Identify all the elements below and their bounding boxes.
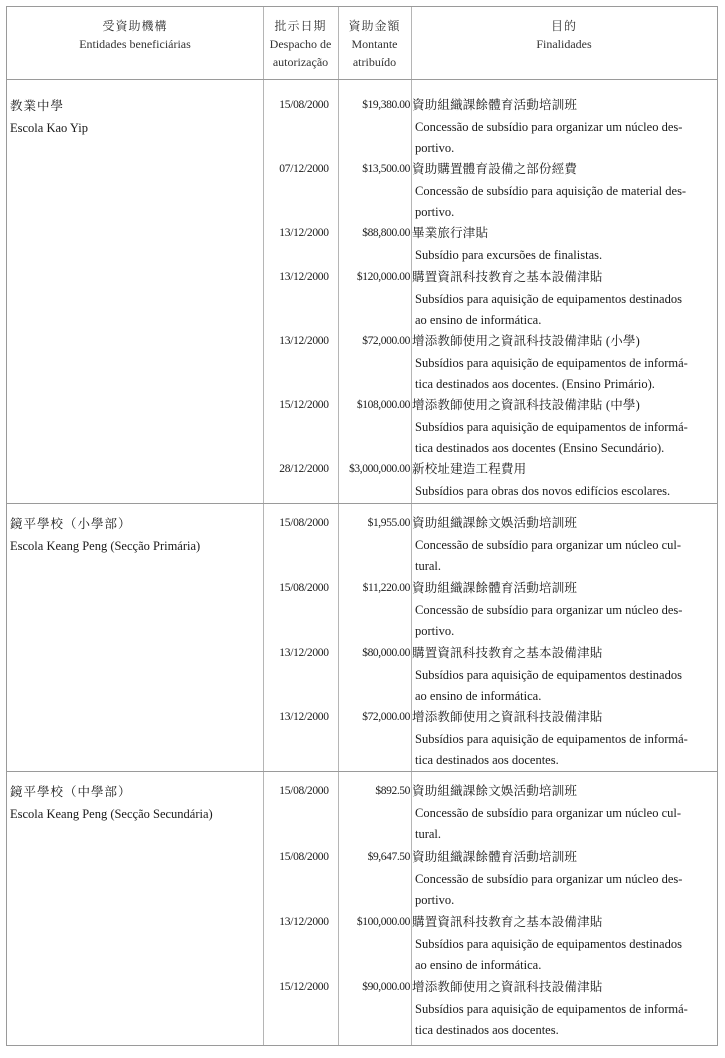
purpose-pt-line: Subsídios para aquisição de equipamentos destinados	[415, 936, 682, 951]
row-amount: $892.50	[375, 785, 410, 797]
row-amount: $88,800.00	[362, 227, 410, 239]
entity-keang-peng-primary	[10, 513, 260, 557]
purpose-zh: 資助組織課餘體育活動培訓班	[412, 98, 578, 112]
purpose-pt-line: Concessão de subsídio para organizar um núcleo des-	[415, 602, 683, 617]
row-purpose	[412, 513, 712, 578]
row-amount: $72,000.00	[362, 335, 410, 347]
purpose-pt-line: Subsídios para aquisição de equipamentos destinados	[415, 667, 682, 682]
row-amount: $90,000.00	[362, 981, 410, 993]
header-date-zh: 批示日期	[274, 19, 327, 33]
purpose-pt-line: Subsídios para aquisição de equipamentos de informá-	[415, 731, 688, 746]
row-date: 13/12/2000	[279, 335, 329, 347]
row-date: 28/12/2000	[279, 463, 329, 475]
purpose-pt-line: tica destinados aos docentes.	[415, 753, 559, 767]
row-purpose	[412, 459, 712, 502]
header-amount-zh: 資助金額	[348, 19, 401, 33]
header-date	[263, 17, 338, 71]
header-entities-zh: 受資助機構	[102, 19, 168, 33]
row-amount: $3,000,000.00	[349, 463, 410, 475]
group-separator	[7, 503, 717, 504]
purpose-zh: 增添教師使用之資訊科技設備津貼 (小學)	[412, 334, 640, 348]
row-date: 07/12/2000	[279, 163, 329, 175]
purpose-zh: 購置資訊科技教育之基本設備津貼	[412, 915, 603, 929]
entity-name-zh: 教業中學	[10, 99, 65, 113]
row-date: 15/08/2000	[279, 851, 329, 863]
row-date: 15/08/2000	[279, 99, 329, 111]
purpose-zh: 購置資訊科技教育之基本設備津貼	[412, 270, 603, 284]
header-entities-pt: Entidades beneficiárias	[79, 37, 191, 51]
row-purpose	[412, 781, 712, 846]
purpose-pt-line: Concessão de subsídio para aquisição de material des-	[415, 183, 687, 198]
entity-name-pt: Escola Keang Peng (Secção Primária)	[10, 539, 201, 553]
purpose-zh: 增添教師使用之資訊科技設備津貼	[412, 710, 603, 724]
row-date: 13/12/2000	[279, 711, 329, 723]
row-date: 15/12/2000	[279, 399, 329, 411]
purpose-zh: 資助組織課餘體育活動培訓班	[412, 581, 578, 595]
purpose-pt-line: Subsídios para obras dos novos edifícios escolares.	[415, 483, 671, 498]
purpose-pt-line: portivo.	[415, 205, 455, 219]
entity-name-pt: Escola Keang Peng (Secção Secundária)	[10, 807, 213, 821]
header-entities	[7, 17, 263, 53]
row-purpose	[412, 159, 712, 224]
purpose-pt-line: Concessão de subsídio para organizar um núcleo cul-	[415, 805, 682, 820]
purpose-pt-line: Concessão de subsídio para organizar um núcleo des-	[415, 119, 683, 134]
entity-keang-peng-secondary	[10, 781, 260, 825]
purpose-pt-line: tica destinados aos docentes. (Ensino Primário).	[415, 377, 655, 391]
row-amount: $120,000.00	[356, 271, 410, 283]
purpose-zh: 資助購置體育設備之部份經費	[412, 162, 578, 176]
row-date: 15/12/2000	[279, 981, 329, 993]
row-purpose	[412, 331, 712, 396]
purpose-zh: 資助組織課餘文娛活動培訓班	[412, 516, 578, 530]
purpose-pt-line: tural.	[415, 827, 442, 841]
purpose-pt-line: tural.	[415, 559, 442, 573]
row-purpose	[412, 578, 712, 643]
purpose-pt-line: ao ensino de informática.	[415, 689, 542, 703]
entity-kao-yip	[10, 95, 260, 139]
purpose-pt-line: Subsídio para excursões de finalistas.	[415, 247, 603, 262]
purpose-zh: 新校址建造工程費用	[412, 462, 527, 476]
header-amount-pt1: Montante	[351, 37, 398, 51]
row-purpose	[412, 977, 712, 1042]
row-date: 15/08/2000	[279, 582, 329, 594]
purpose-zh: 購置資訊科技教育之基本設備津貼	[412, 646, 603, 660]
row-amount: $1,955.00	[367, 517, 410, 529]
row-amount: $100,000.00	[356, 916, 410, 928]
purpose-pt-line: Subsídios para aquisição de equipamentos de informá-	[415, 355, 688, 370]
header-amount	[338, 17, 411, 71]
header-separator	[7, 79, 717, 80]
row-purpose	[412, 95, 712, 160]
row-amount: $9,647.50	[367, 851, 410, 863]
group-separator	[7, 771, 717, 772]
header-purpose-zh: 目的	[550, 19, 577, 33]
header-amount-pt2: atribuído	[352, 55, 397, 69]
row-date: 15/08/2000	[279, 785, 329, 797]
row-date: 15/08/2000	[279, 517, 329, 529]
row-amount: $72,000.00	[362, 711, 410, 723]
purpose-pt-line: Concessão de subsídio para organizar um núcleo cul-	[415, 537, 682, 552]
purpose-pt-line: ao ensino de informática.	[415, 958, 542, 972]
purpose-pt-line: tica destinados aos docentes (Ensino Secundário).	[415, 441, 665, 455]
row-purpose	[412, 395, 712, 460]
purpose-pt-line: ao ensino de informática.	[415, 313, 542, 327]
purpose-pt-line: portivo.	[415, 893, 455, 907]
row-purpose	[412, 707, 712, 772]
purpose-pt-line: tica destinados aos docentes.	[415, 1023, 559, 1037]
entity-name-zh: 鏡平學校（中學部）	[10, 785, 132, 799]
row-amount: $80,000.00	[362, 647, 410, 659]
row-purpose	[412, 267, 712, 332]
row-date: 13/12/2000	[279, 916, 329, 928]
purpose-zh: 增添教師使用之資訊科技設備津貼	[412, 980, 603, 994]
purpose-zh: 畢業旅行津貼	[412, 226, 489, 240]
purpose-pt-line: portivo.	[415, 624, 455, 638]
entity-name-pt: Escola Kao Yip	[10, 121, 88, 135]
row-amount: $108,000.00	[356, 399, 410, 411]
header-purpose	[411, 17, 717, 53]
row-purpose	[412, 847, 712, 912]
purpose-pt-line: Subsídios para aquisição de equipamentos de informá-	[415, 1001, 688, 1016]
row-date: 13/12/2000	[279, 647, 329, 659]
purpose-zh: 增添教師使用之資訊科技設備津貼 (中學)	[412, 398, 640, 412]
header-date-pt2: autorização	[272, 55, 329, 69]
row-amount: $13,500.00	[362, 163, 410, 175]
row-date: 13/12/2000	[279, 227, 329, 239]
subsidy-table	[6, 6, 718, 1046]
row-purpose	[412, 223, 712, 266]
row-purpose	[412, 912, 712, 977]
row-amount: $19,380.00	[362, 99, 410, 111]
purpose-pt-line: portivo.	[415, 141, 455, 155]
header-date-pt1: Despacho de	[269, 37, 332, 51]
header-purpose-pt: Finalidades	[536, 37, 592, 51]
entity-name-zh: 鏡平學校（小學部）	[10, 517, 132, 531]
row-purpose	[412, 643, 712, 708]
purpose-pt-line: Concessão de subsídio para organizar um núcleo des-	[415, 871, 683, 886]
purpose-zh: 資助組織課餘文娛活動培訓班	[412, 784, 578, 798]
purpose-pt-line: Subsídios para aquisição de equipamentos destinados	[415, 291, 682, 306]
row-date: 13/12/2000	[279, 271, 329, 283]
row-amount: $11,220.00	[362, 582, 410, 594]
purpose-pt-line: Subsídios para aquisição de equipamentos de informá-	[415, 419, 688, 434]
purpose-zh: 資助組織課餘體育活動培訓班	[412, 850, 578, 864]
